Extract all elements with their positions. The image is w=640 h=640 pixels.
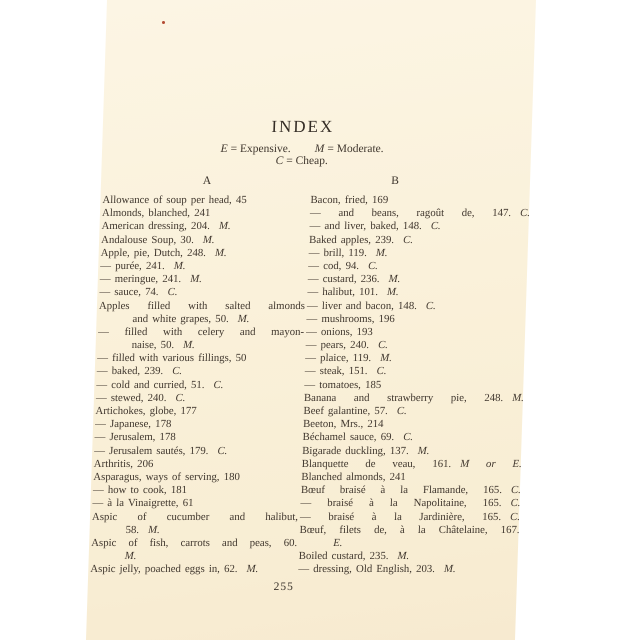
entry-text: — and liver, baked, 148.	[309, 220, 422, 233]
entry-text: — cold and curried, 51.	[96, 378, 205, 391]
entry-text: Bœuf braisé à la Flamande, 165.	[300, 484, 503, 497]
entry-text: Aspic jelly, poached eggs in, 62.	[90, 563, 238, 576]
price-grade: M.	[388, 273, 401, 286]
index-entry	[303, 418, 523, 431]
entry-text: — sauce, 74.	[99, 286, 159, 299]
entry-text: Almonds, blanched, 241	[101, 207, 211, 220]
index-entry	[97, 339, 303, 352]
entry-text: — baked, 239.	[96, 365, 164, 378]
entry-text: — braisé à la Napolitaine, 165.	[300, 497, 502, 510]
index-entry	[305, 339, 525, 352]
price-grade: M.	[380, 352, 393, 365]
index-entry	[91, 537, 297, 550]
index-entry	[100, 273, 306, 286]
price-grade: M.	[397, 550, 410, 563]
price-grade: C.	[367, 259, 379, 272]
index-entry	[305, 365, 525, 378]
index-entry	[91, 524, 297, 537]
entry-text: Allowance of soup per head, 45	[102, 194, 247, 206]
price-grade: C.	[402, 431, 414, 444]
index-entry	[101, 234, 307, 247]
index-entry	[310, 194, 530, 207]
index-entry	[308, 260, 528, 273]
index-entry	[299, 550, 519, 563]
index-entry	[99, 286, 305, 299]
entry-text: 58.	[125, 523, 140, 536]
entry-text: American dressing, 204.	[101, 220, 211, 233]
index-entry	[94, 458, 300, 471]
index-entry	[97, 352, 303, 365]
index-entry	[102, 194, 308, 207]
entry-text: — Jerusalem sautés, 179.	[94, 444, 209, 457]
index-entry	[94, 431, 300, 444]
price-grade: C.	[175, 391, 186, 404]
price-grade: C.	[402, 233, 414, 246]
column-header-a: A	[202, 175, 212, 187]
index-entry	[92, 511, 298, 524]
entry-text: — cod, 94.	[308, 259, 360, 272]
index-entry	[95, 405, 301, 418]
index-entry	[93, 484, 299, 497]
entry-text: Andalouse Soup, 30.	[100, 233, 195, 246]
page-number: 255	[273, 581, 295, 593]
entry-text: — meringue, 241.	[99, 273, 182, 286]
entry-text: — onions, 193	[305, 325, 373, 338]
price-grade: M or E.	[460, 457, 522, 470]
index-entry	[305, 352, 525, 365]
entry-text: Béchamel sauce, 69.	[302, 431, 395, 444]
price-grade: M.	[214, 246, 227, 259]
index-entry	[308, 247, 528, 260]
entry-text: Aspic of cucumber and halibut,	[91, 510, 299, 523]
legend-symbol-moderate: M	[314, 143, 325, 155]
index-entry	[309, 234, 529, 247]
price-grade: C.	[376, 365, 387, 378]
entry-text: Asparagus, ways of serving, 180	[93, 470, 241, 483]
entry-text: Boiled custard, 235.	[298, 550, 389, 563]
index-entry	[303, 405, 523, 418]
index-entry	[308, 273, 528, 286]
entry-text: — stewed, 240.	[95, 391, 167, 404]
legend-label-moderate: = Moderate.	[327, 143, 384, 155]
index-entry	[306, 326, 526, 339]
price-grade: M.	[202, 233, 215, 246]
price-grade: C.	[509, 510, 521, 523]
legend-symbol-cheap: C	[275, 155, 284, 167]
index-entry	[92, 497, 298, 510]
index-entry	[96, 392, 302, 405]
index-entry	[91, 550, 297, 563]
index-entry	[302, 445, 522, 458]
entry-text: Bœuf, filets de, à la Châtelaine, 167.	[299, 523, 520, 536]
index-entry	[304, 392, 524, 405]
index-entry	[97, 365, 303, 378]
entry-text: Bigarade duckling, 137.	[302, 444, 409, 457]
entry-text: Beef galantine, 57.	[303, 405, 389, 417]
book-page-paper	[86, 0, 536, 640]
index-entry	[310, 207, 530, 220]
index-entry	[299, 537, 519, 550]
entry-text: Bacon, fried, 169	[310, 194, 389, 206]
index-entry	[298, 563, 518, 576]
page-title: INDEX	[271, 117, 335, 136]
price-grade: C.	[510, 484, 522, 497]
price-grade: M.	[246, 563, 259, 576]
index-entry	[300, 497, 520, 510]
entry-text: Baked apples, 239.	[308, 233, 395, 246]
entry-text: — braisé à la Jardinière, 165.	[299, 510, 502, 523]
entry-text: — filled with various fillings, 50	[97, 352, 247, 365]
price-grade: C.	[171, 365, 183, 378]
price-grade: C.	[430, 220, 441, 233]
entry-text: Blanquette de veau, 161.	[301, 457, 452, 470]
index-entry	[301, 471, 521, 484]
entry-text: Arthritis, 206	[93, 457, 154, 470]
index-entry	[304, 379, 524, 392]
index-entry	[307, 286, 527, 299]
price-grade: E.	[332, 536, 343, 549]
price-grade: M.	[124, 550, 137, 563]
entry-text: — and beans, ragoût de, 147.	[309, 207, 512, 220]
entry-text: Apple, pie, Dutch, 248.	[100, 246, 207, 259]
index-entry	[301, 484, 521, 497]
entry-text: — filled with celery and mayon-	[97, 325, 305, 338]
index-entry	[299, 524, 519, 537]
entry-text: — liver and bacon, 148.	[306, 299, 418, 312]
index-entry	[93, 471, 299, 484]
price-grade: M.	[182, 339, 196, 352]
entry-text: naise, 50.	[131, 339, 175, 352]
price-grade: M.	[443, 563, 456, 576]
price-legend-line1	[102, 143, 502, 155]
entry-text: — how to cook, 181	[92, 484, 188, 497]
index-column-b	[298, 194, 531, 576]
index-entry	[95, 418, 301, 431]
entry-text: Apples filled with salted almonds	[98, 299, 306, 312]
price-grade: M.	[218, 220, 231, 233]
entry-text: — pears, 240.	[305, 339, 370, 352]
entry-text: — steak, 151.	[304, 365, 368, 378]
legend-label-expensive: = Expensive.	[230, 143, 291, 155]
index-entry	[101, 220, 307, 233]
price-grade: C.	[213, 378, 224, 391]
price-grade: C.	[519, 207, 531, 220]
price-grade: C.	[377, 339, 389, 352]
entry-text: — Jerusalem, 178	[94, 431, 176, 444]
entry-text: and white grapes, 50.	[132, 312, 229, 325]
price-grade: C.	[425, 299, 437, 312]
index-entry	[98, 326, 304, 339]
price-legend-line2	[102, 155, 502, 167]
entry-text: — dressing, Old English, 203.	[298, 563, 436, 576]
index-entry	[302, 431, 522, 444]
index-entry	[302, 458, 522, 471]
index-entry	[306, 313, 526, 326]
entry-text: — brill, 119.	[308, 246, 368, 259]
price-grade: M.	[512, 391, 525, 404]
price-grade: C.	[510, 497, 521, 510]
price-grade: M.	[173, 259, 186, 272]
index-entry	[307, 300, 527, 313]
entry-text: — custard, 236.	[307, 273, 380, 286]
entry-text: Blanched almonds, 241	[301, 470, 406, 483]
entry-text: — tomatoes, 185	[304, 378, 382, 391]
legend-label-cheap: = Cheap.	[286, 155, 329, 167]
index-entry	[300, 511, 520, 524]
index-entry	[90, 563, 296, 576]
price-grade: M.	[417, 444, 430, 457]
entry-text: Beeton, Mrs., 214	[302, 418, 384, 431]
column-header-b: B	[391, 175, 400, 187]
entry-text: — plaice, 119.	[305, 352, 372, 365]
legend-symbol-expensive: E	[220, 143, 228, 155]
price-grade: M.	[237, 312, 250, 325]
index-entry	[309, 220, 529, 233]
index-entry	[98, 313, 304, 326]
entry-text: Artichokes, globe, 177	[95, 405, 197, 417]
price-grade: C.	[217, 444, 228, 457]
entry-text: — halibut, 101.	[307, 286, 379, 299]
entry-text: Aspic of fish, carrots and peas, 60.	[90, 536, 298, 549]
index-entry	[94, 445, 300, 458]
red-speck	[162, 21, 165, 24]
index-entry	[99, 300, 305, 313]
price-grade: C.	[396, 405, 407, 417]
price-grade: M.	[147, 523, 161, 536]
entry-text: — à la Vinaigrette, 61	[92, 497, 194, 510]
price-grade: M.	[190, 273, 203, 286]
price-grade: M.	[375, 246, 388, 259]
index-entry	[102, 207, 308, 220]
index-entry	[100, 247, 306, 260]
index-entry	[96, 379, 302, 392]
price-grade: C.	[167, 286, 178, 299]
entry-text: — mushrooms, 196	[306, 312, 396, 325]
entry-text: Banana and strawberry pie, 248.	[303, 391, 504, 404]
index-entry	[100, 260, 306, 273]
entry-text: — purée, 241.	[100, 259, 166, 272]
entry-text: — Japanese, 178	[94, 418, 172, 431]
price-grade: M.	[386, 286, 399, 299]
index-column-a	[90, 194, 309, 576]
